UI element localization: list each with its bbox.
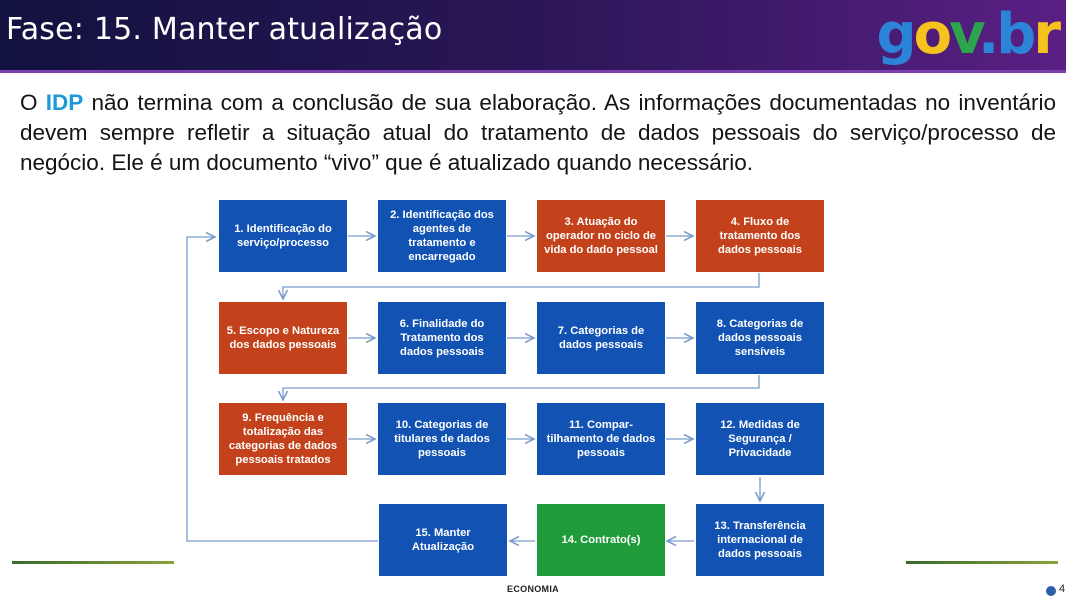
step-8-box: 8. Categorias de dados pessoais sensíveis bbox=[696, 302, 824, 374]
footer-label: ECONOMIA bbox=[507, 584, 559, 594]
idp-highlight: IDP bbox=[45, 90, 84, 115]
step-11-box: 11. Compar-tilhamento de dados pessoais bbox=[537, 403, 665, 475]
step-3-box: 3. Atuação do operador no ciclo de vida do dado pessoal bbox=[537, 200, 665, 272]
step-10-box: 10. Categorias de titulares de dados pessoais bbox=[378, 403, 506, 475]
decor-line-left bbox=[12, 561, 174, 564]
page-title: Fase: 15. Manter atualização bbox=[6, 12, 443, 47]
arrow-8-9 bbox=[283, 375, 759, 400]
decor-line-right bbox=[906, 561, 1058, 564]
step-13-box: 13. Transferência internacional de dados pessoais bbox=[696, 504, 824, 576]
page-dot-icon bbox=[1046, 586, 1056, 596]
page-number: 4 bbox=[1059, 583, 1066, 595]
step-12-box: 12. Medidas de Segurança / Privacidade bbox=[696, 403, 824, 475]
step-2-box: 2. Identificação dos agentes de tratamento e encarregado bbox=[378, 200, 506, 272]
step-4-box: 4. Fluxo de tratamento dos dados pessoais bbox=[696, 200, 824, 272]
intro-prefix: O bbox=[20, 90, 38, 115]
step-5-box: 5. Escopo e Natureza dos dados pessoais bbox=[219, 302, 347, 374]
arrow-4-5 bbox=[283, 273, 759, 299]
step-15-box: 15. Manter Atualização bbox=[379, 504, 507, 576]
step-9-box: 9. Frequência e totalização das categorias de dados pessoais tratados bbox=[219, 403, 347, 475]
step-7-box: 7. Categorias de dados pessoais bbox=[537, 302, 665, 374]
step-14-box: 14. Contrato(s) bbox=[537, 504, 665, 576]
step-6-box: 6. Finalidade do Tratamento dos dados pessoais bbox=[378, 302, 506, 374]
intro-text: não termina com a conclusão de sua elaboração. As informações documentadas no inventário devem sempre refletir a situação atual do tratamento de dados pessoais do serviço/processo de negócio. Ele é um documento “vivo” que é atualizado quando necessário. bbox=[20, 90, 1056, 175]
step-1-box: 1. Identificação do serviço/processo bbox=[219, 200, 347, 272]
govbr-logo: gov.br bbox=[876, 2, 1058, 67]
